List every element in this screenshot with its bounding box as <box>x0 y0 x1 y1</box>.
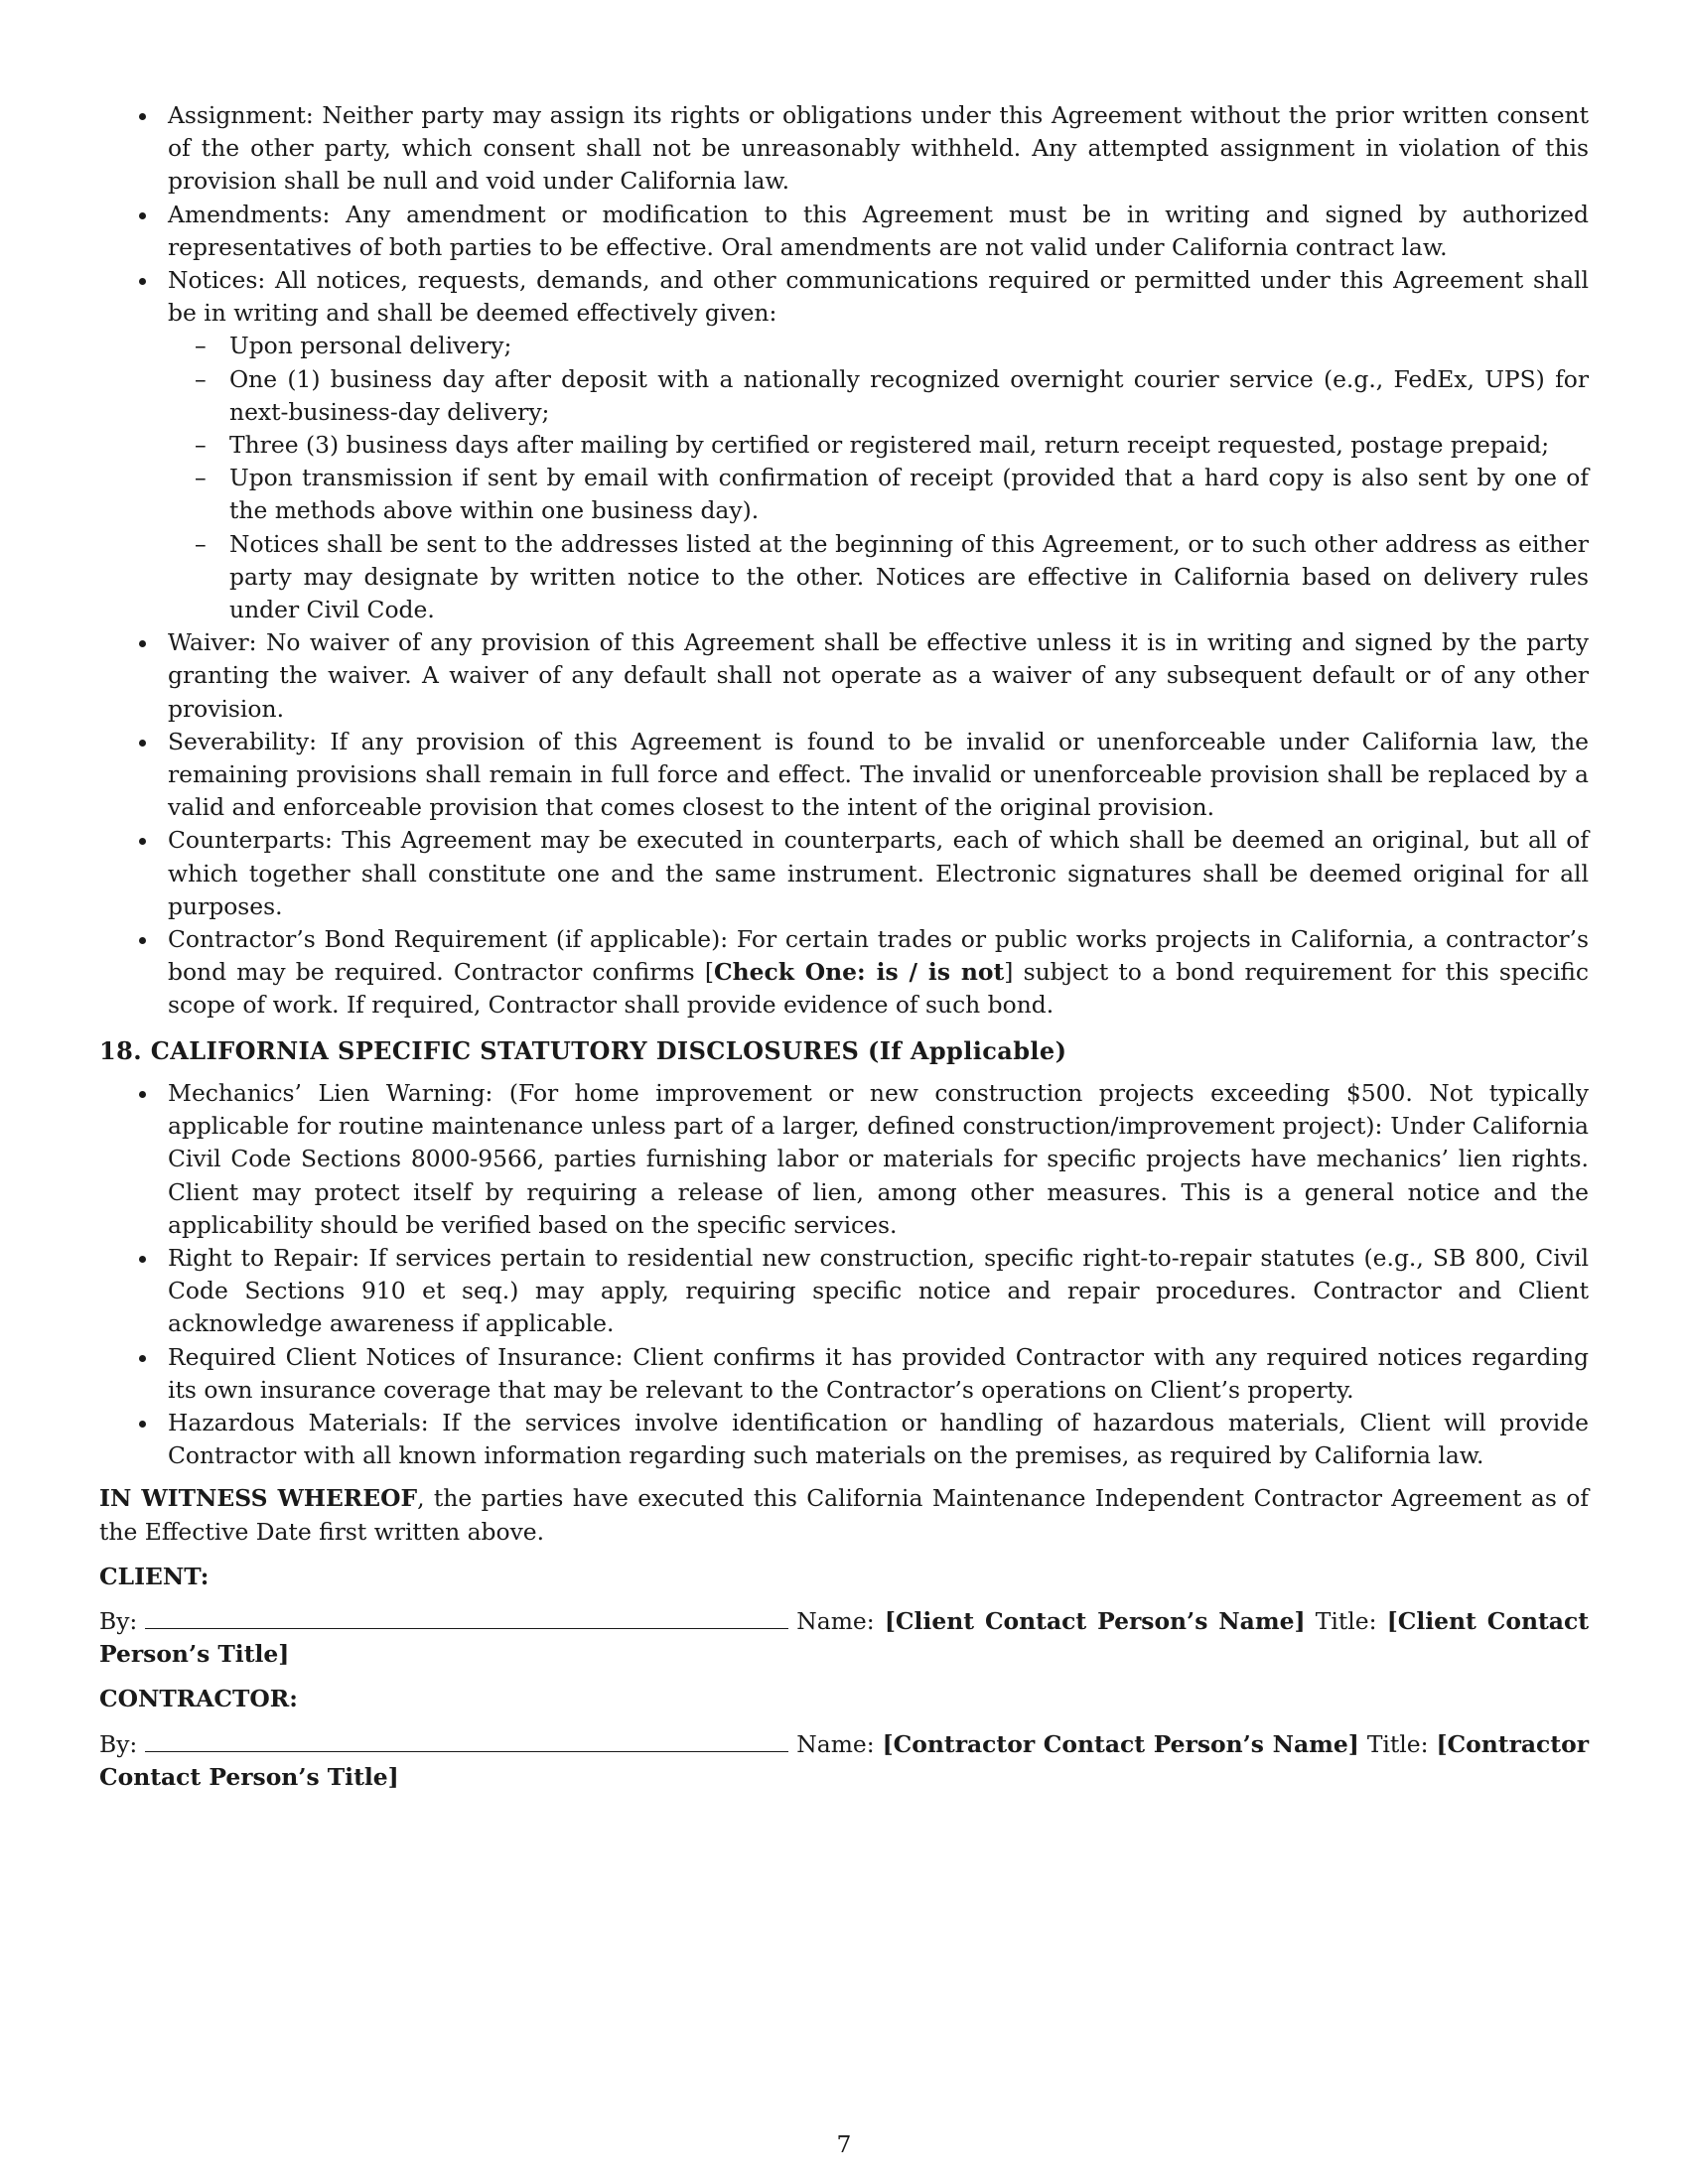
list-item-hazardous-materials <box>99 1407 1589 1472</box>
list-item-waiver <box>99 626 1589 726</box>
list-item-severability <box>99 726 1589 825</box>
hazardous-materials-text: Hazardous Materials: If the services involve identification or handling of hazardous materials, Client will provide Contractor with all known information regarding such materials on the premises, as required by California law. <box>168 1408 1589 1470</box>
insurance-notices-text: Required Client Notices of Insurance: Client confirms it has provided Contractor with any required notices regarding its own insurance coverage that may be relevant to the Contractor’s operations on Client’s property. <box>168 1342 1589 1404</box>
list-item-counterparts <box>99 824 1589 923</box>
contractor-signature-field[interactable] <box>145 1729 788 1752</box>
notices-sublist <box>168 330 1589 626</box>
notices-text: Notices: All notices, requests, demands, and other communications required or permitted under this Agreement shall be in writing and shall be deemed effectively given: <box>168 266 1589 328</box>
mechanics-lien-text: Mechanics’ Lien Warning: (For home improvement or new construction projects exceeding $500. Not typically applicable for routine maintenance unless part of a larger, defined construction/improvement project): Under California Civil Code Sections 8000-9566, parties furnishing labor or materials for specific projects have mechanics’ lien rights. Client may protect itself by requiring a release of lien, among other measures. This is a general notice and the applicability should be verified based on the specific services. <box>168 1078 1589 1239</box>
notices-sub-item: – Upon personal delivery; <box>168 330 1589 362</box>
contractor-by-label: By: <box>99 1729 138 1758</box>
contractor-title-label: Title: <box>1366 1729 1429 1758</box>
document-page <box>99 99 1589 1794</box>
client-signature-line <box>99 1605 1589 1671</box>
client-by-label: By: <box>99 1606 138 1635</box>
list-item-right-to-repair <box>99 1242 1589 1341</box>
contractor-name-value: [Contractor Contact Person’s Name] <box>882 1729 1359 1758</box>
list-item-bond <box>99 923 1589 1023</box>
notices-sub-item: – Upon transmission if sent by email with confirmation of receipt (provided that a hard copy is also sent by one of the methods above within one business day). <box>168 462 1589 527</box>
waiver-text: Waiver: No waiver of any provision of this Agreement shall be effective unless it is in writing and signed by the party granting the waiver. A waiver of any default shall not operate as a waiver of any subsequent default or of any other provision. <box>168 628 1589 723</box>
bond-text-pre: Contractor’s Bond Requirement (if applicable): For certain trades or public works projects in California, a contractor’s bond may be required. Contractor confirms [ <box>168 925 1589 987</box>
bond-check-one: Check One: is / is not <box>713 958 1005 987</box>
contractor-signature-line <box>99 1728 1589 1794</box>
witness-text: , the parties have executed this California Maintenance Independent Contractor Agreement as of the Effective Date first written above. <box>99 1484 1589 1546</box>
witness-heading: IN WITNESS WHEREOF <box>99 1484 418 1513</box>
assignment-text: Assignment: Neither party may assign its rights or obligations under this Agreement without the prior written consent of the other party, which consent shall not be unreasonably withheld. Any attempted assignment in violation of this provision shall be null and void under California law. <box>168 101 1589 196</box>
bond-text-post: ] subject to a bond requirement for this specific scope of work. If required, Contractor shall provide evidence of such bond. <box>168 958 1590 1020</box>
page-number: 7 <box>836 2130 852 2158</box>
client-signature-field[interactable] <box>145 1606 788 1629</box>
list-item-amendments <box>99 199 1589 264</box>
list-item-insurance-notices <box>99 1341 1589 1407</box>
right-to-repair-text: Right to Repair: If services pertain to residential new construction, specific right-to-repair statutes (e.g., SB 800, Civil Code Sections 910 et seq.) may apply, requiring specific notice and repair procedures. Contractor and Client acknowledge awareness if applicable. <box>168 1243 1589 1338</box>
notices-sub-item: – One (1) business day after deposit with a nationally recognized overnight courier service (e.g., FedEx, UPS) for next-business-day delivery; <box>168 363 1589 429</box>
contractor-name-label: Name: <box>796 1729 875 1758</box>
client-label: CLIENT: <box>99 1562 210 1590</box>
counterparts-text: Counterparts: This Agreement may be executed in counterparts, each of which shall be deemed an original, but all of which together shall constitute one and the same instrument. Electronic signatures shall be deemed original for all purposes. <box>168 826 1589 920</box>
list-item-notices <box>99 264 1589 626</box>
contractor-title-value: [Contractor Contact Person’s Title] <box>99 1729 1590 1791</box>
client-title-value: [Client Contact Person’s Title] <box>99 1606 1589 1669</box>
notices-sub-item: – Notices shall be sent to the addresses listed at the beginning of this Agreement, or to such other address as either party may designate by written notice to the other. Notices are effective in California based on delivery rules under Civil Code. <box>168 528 1589 627</box>
client-title-label: Title: <box>1315 1606 1377 1635</box>
list-item-assignment <box>99 99 1589 199</box>
disclosures-list <box>99 1077 1589 1472</box>
provisions-list <box>99 99 1589 1023</box>
section-heading: 18. CALIFORNIA SPECIFIC STATUTORY DISCLOSURES (If Applicable) <box>99 1035 1067 1065</box>
witness-paragraph <box>99 1482 1589 1548</box>
notices-sub-item: – Three (3) business days after mailing by certified or registered mail, return receipt requested, postage prepaid; <box>168 429 1589 462</box>
contractor-label: CONTRACTOR: <box>99 1685 298 1713</box>
list-item-mechanics-lien <box>99 1077 1589 1242</box>
client-name-value: [Client Contact Person’s Name] <box>884 1606 1306 1635</box>
client-name-label: Name: <box>796 1606 875 1635</box>
amendments-text: Amendments: Any amendment or modification to this Agreement must be in writing and signed by authorized representatives of both parties to be effective. Oral amendments are not valid under California contract law. <box>168 200 1589 261</box>
severability-text: Severability: If any provision of this Agreement is found to be invalid or unenforceable under California law, the remaining provisions shall remain in full force and effect. The invalid or unenforceable provision shall be replaced by a valid and enforceable provision that comes closest to the intent of the original provision. <box>168 727 1589 822</box>
